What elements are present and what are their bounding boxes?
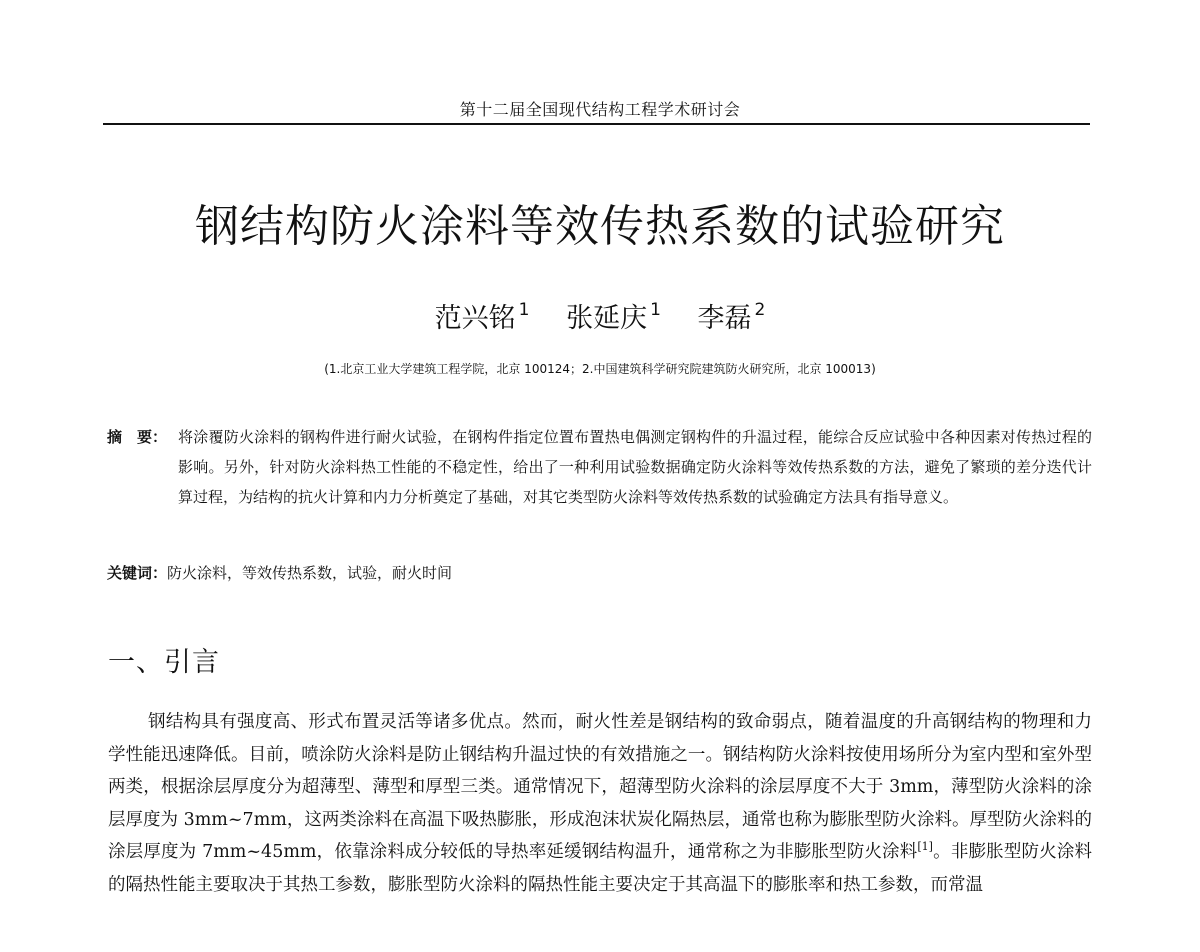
author-affiliation-mark: 2 [754,300,766,320]
paper-title: 钢结构防火涂料等效传热系数的试验研究 [195,201,1005,252]
abstract-label: 摘 要： [107,428,168,446]
keywords-text: 防火涂料，等效传热系数，试验，耐火时间 [167,564,453,582]
introduction-paragraph [108,706,1092,901]
author-affiliation-mark: 1 [518,300,530,320]
author-name: 张延庆 [566,303,648,334]
running-header: 第十二届全国现代结构工程学术研讨会 [459,100,741,119]
intro-text-part1: 钢结构具有强度高、形式布置灵活等诸多优点。然而，耐火性差是钢结构的致命弱点，随着温度的升高钢结构的物理和力学性能迅速降低。目前，喷涂防火涂料是防止钢结构升温过快的有效措施之一。钢结构防火涂料按使用场所分为室内型和室外型两类，根据涂层厚度分为超薄型、薄型和厚型三类。通常情况下，超薄型防火涂料的涂层厚度不大于 3mm，薄型防火涂料的涂层厚度为 3mm~7mm，这两类涂料在高温下吸热膨胀，形成泡沫状炭化隔热层，通常也称为膨胀型防火涂料。厚型防火涂料的涂层厚度为 7mm~45mm，依靠涂料成分较低的导热率延缓钢结构温升，通常称之为非膨胀型防火涂料 [108,712,1092,862]
intro-text-part2: 。非膨胀型防火涂料的隔热性能主要取决于其热工参数，膨胀型防火涂料的隔热性能主要决定于其高温下的膨胀率和热工参数，而常温 [108,842,1092,895]
section-heading-introduction: 一、引言 [108,647,220,678]
author-list [0,296,1200,335]
author-name: 范兴铭 [434,303,516,334]
author-name: 李磊 [697,303,752,334]
author-affiliation-mark: 1 [650,300,661,320]
citation-ref[interactable]: [1] [917,840,933,853]
author-1 [434,300,530,334]
author-2 [566,300,661,334]
abstract-text: 将涂覆防火涂料的钢构件进行耐火试验，在钢构件指定位置布置热电偶测定钢构件的升温过程，能综合反应试验中各种因素对传热过程的影响。另外，针对防火涂料热工性能的不稳定性，给出了一种利用试验数据确定防火涂料等效传热系数的方法，避免了繁琐的差分迭代计算过程，为结构的抗火计算和内力分析奠定了基础，对其它类型防火涂料等效传热系数的试验确定方法具有指导意义。 [178,428,1092,506]
header-rule [103,123,1090,125]
abstract [107,422,1092,512]
keywords [107,558,1092,588]
author-3 [697,300,766,334]
keywords-label: 关键词： [107,564,168,582]
affiliation: (1.北京工业大学建筑工程学院，北京 100124；2.中国建筑科学研究院建筑防火研究所，北京 100013) [324,362,876,376]
